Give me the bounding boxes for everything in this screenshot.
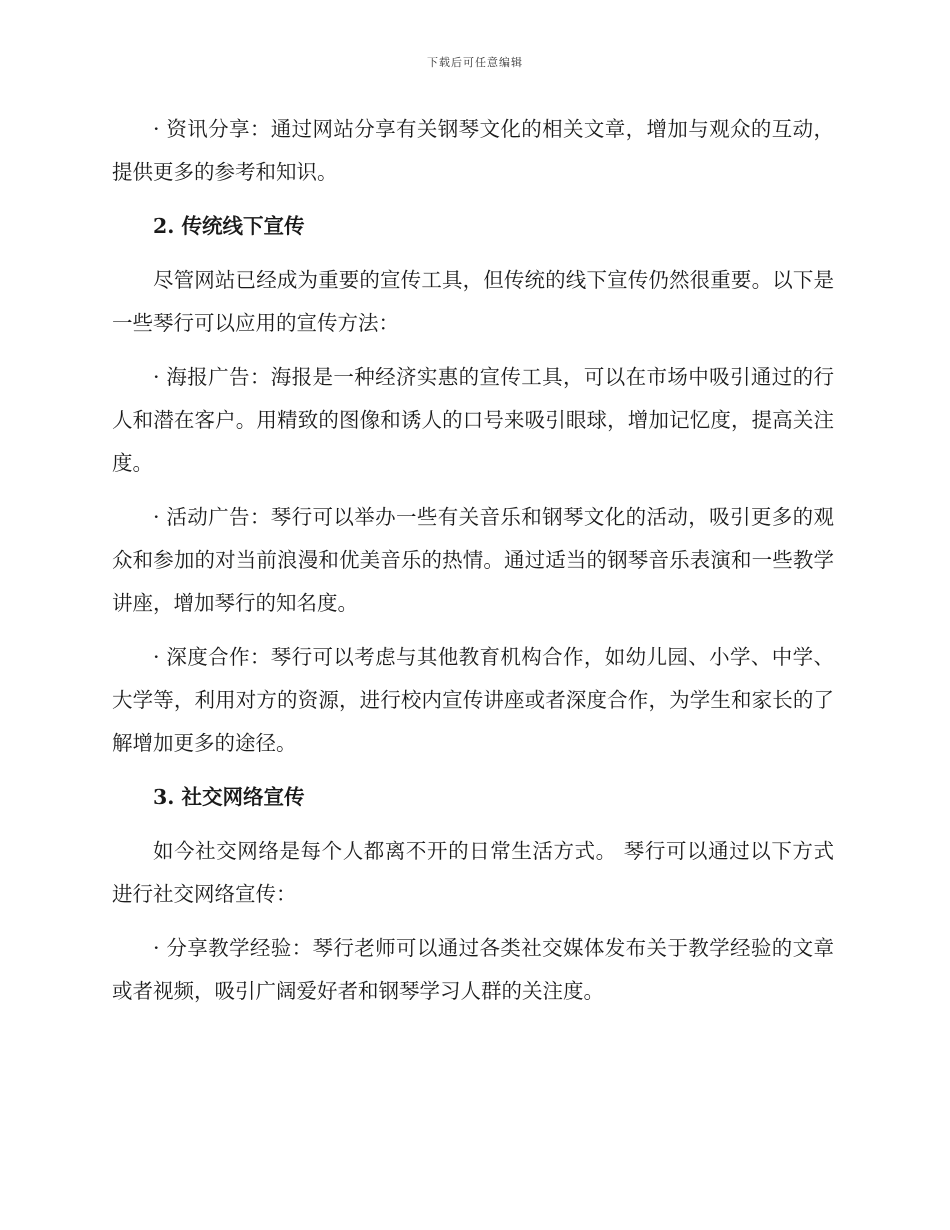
paragraph-poster-ads: · 海报广告：海报是一种经济实惠的宣传工具，可以在市场中吸引通过的行人和潜在客户。用精致的图像和诱人的口号来吸引眼球，增加记忆度，提高关注度。 [112, 365, 834, 475]
paragraph-teaching-experience: · 分享教学经验：琴行老师可以通过各类社交媒体发布关于教学经验的文章或者视频，吸引广阔爱好者和钢琴学习人群的关注度。 [112, 936, 834, 1003]
paragraph-offline-intro: 尽管网站已经成为重要的宣传工具，但传统的线下宣传仍然很重要。以下是一些琴行可以应用的宣传方法： [112, 268, 834, 335]
paragraph-deep-cooperation: · 深度合作：琴行可以考虑与其他教育机构合作，如幼儿园、小学、中学、大学等，利用对方的资源，进行校内宣传讲座或者深度合作，为学生和家长的了解增加更多的途径。 [112, 645, 834, 755]
section-heading-social-network: 3. 社交网络宣传 [153, 785, 305, 809]
paragraph-social-intro: 如今社交网络是每个人都离不开的日常生活方式。 琴行可以通过以下方式进行社交网络宣传： [112, 839, 834, 906]
section-heading-offline-promotion: 2. 传统线下宣传 [153, 214, 305, 238]
document-body [112, 108, 834, 1024]
paragraph-event-ads: · 活动广告：琴行可以举办一些有关音乐和钢琴文化的活动，吸引更多的观众和参加的对当前浪漫和优美音乐的热情。通过适当的钢琴音乐表演和一些教学讲座，增加琴行的知名度。 [112, 505, 834, 615]
paragraph-info-sharing: · 资讯分享：通过网站分享有关钢琴文化的相关文章，增加与观众的互动，提供更多的参考和知识。 [112, 117, 834, 184]
page-header: 下载后可任意编辑 [427, 56, 523, 69]
